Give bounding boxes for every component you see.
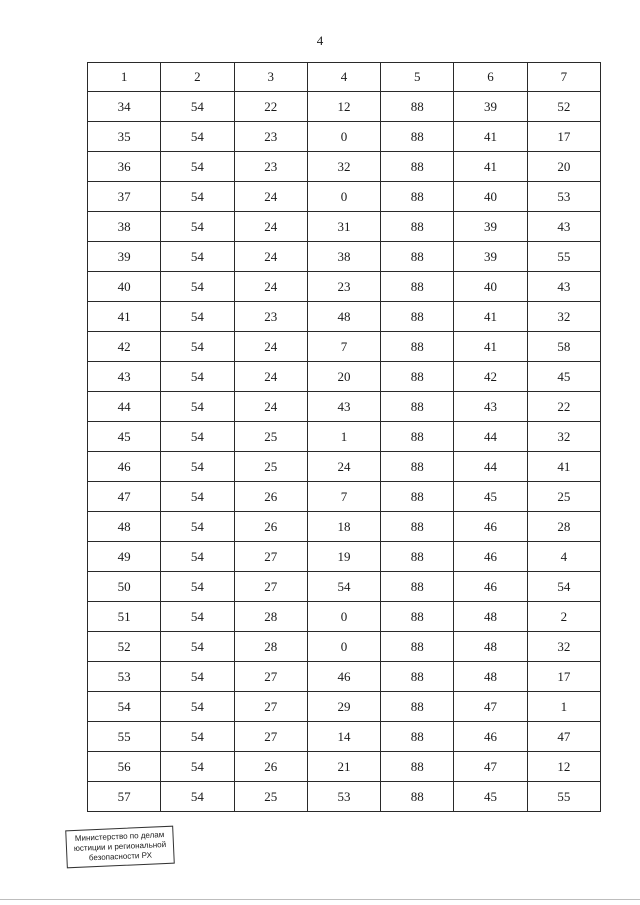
- table-cell: 23: [234, 152, 307, 182]
- table-cell: 45: [454, 482, 527, 512]
- table-cell: 1: [527, 692, 600, 722]
- table-cell: 54: [161, 182, 234, 212]
- table-cell: 54: [161, 362, 234, 392]
- table-cell: 88: [381, 152, 454, 182]
- table-row: [88, 662, 601, 692]
- table-cell: 24: [234, 392, 307, 422]
- table-cell: 7: [307, 332, 380, 362]
- column-header: 5: [381, 63, 454, 92]
- table-cell: 24: [307, 452, 380, 482]
- table-cell: 88: [381, 212, 454, 242]
- stamp-line: юстиции и региональной: [73, 839, 167, 854]
- table-cell: 32: [307, 152, 380, 182]
- table-cell: 25: [234, 782, 307, 812]
- table-cell: 44: [88, 392, 161, 422]
- table-cell: 55: [88, 722, 161, 752]
- table-cell: 47: [454, 752, 527, 782]
- table-cell: 54: [161, 482, 234, 512]
- table-cell: 56: [88, 752, 161, 782]
- table-cell: 44: [454, 452, 527, 482]
- table-cell: 54: [161, 752, 234, 782]
- column-header: 7: [527, 63, 600, 92]
- table-cell: 24: [234, 332, 307, 362]
- table-cell: 32: [527, 302, 600, 332]
- table-row: [88, 152, 601, 182]
- table-cell: 88: [381, 422, 454, 452]
- table-cell: 48: [88, 512, 161, 542]
- table-cell: 54: [161, 122, 234, 152]
- table-cell: 49: [88, 542, 161, 572]
- table-cell: 0: [307, 602, 380, 632]
- table-cell: 54: [161, 152, 234, 182]
- table-cell: 54: [161, 722, 234, 752]
- table-cell: 0: [307, 632, 380, 662]
- table-cell: 27: [234, 542, 307, 572]
- table-cell: 40: [454, 182, 527, 212]
- table-cell: 54: [88, 692, 161, 722]
- table-row: [88, 482, 601, 512]
- table-cell: 88: [381, 782, 454, 812]
- table-cell: 88: [381, 482, 454, 512]
- stamp-line: безопасности РХ: [88, 850, 153, 863]
- table-cell: 42: [454, 362, 527, 392]
- table-cell: 24: [234, 212, 307, 242]
- table-cell: 17: [527, 122, 600, 152]
- table-cell: 88: [381, 662, 454, 692]
- table-cell: 20: [527, 152, 600, 182]
- page-number: 4: [316, 33, 324, 48]
- table-cell: 25: [527, 482, 600, 512]
- table-row: [88, 182, 601, 212]
- table-row: [88, 212, 601, 242]
- column-header: 1: [88, 63, 161, 92]
- table-cell: 40: [454, 272, 527, 302]
- table-cell: 23: [234, 302, 307, 332]
- table-cell: 54: [161, 782, 234, 812]
- table-cell: 45: [88, 422, 161, 452]
- table-cell: 47: [88, 482, 161, 512]
- table-cell: 46: [454, 512, 527, 542]
- table-cell: 27: [234, 572, 307, 602]
- table-cell: 27: [234, 662, 307, 692]
- table-row: [88, 392, 601, 422]
- table-cell: 38: [88, 212, 161, 242]
- table-cell: 88: [381, 692, 454, 722]
- table-cell: 54: [527, 572, 600, 602]
- table-row: [88, 752, 601, 782]
- table-cell: 32: [527, 632, 600, 662]
- table-cell: 46: [454, 572, 527, 602]
- table-cell: 19: [307, 542, 380, 572]
- table-row: [88, 722, 601, 752]
- table-cell: 47: [454, 692, 527, 722]
- table-cell: 57: [88, 782, 161, 812]
- table-cell: 43: [527, 212, 600, 242]
- table-cell: 54: [161, 242, 234, 272]
- table-row: [88, 92, 601, 122]
- table-cell: 2: [527, 602, 600, 632]
- table-cell: 4: [527, 542, 600, 572]
- table-cell: 54: [161, 392, 234, 422]
- table-cell: 46: [307, 662, 380, 692]
- column-header: 2: [161, 63, 234, 92]
- table-cell: 54: [161, 632, 234, 662]
- table-cell: 24: [234, 242, 307, 272]
- table-cell: 50: [88, 572, 161, 602]
- table-cell: 54: [161, 92, 234, 122]
- table-cell: 88: [381, 92, 454, 122]
- table-row: [88, 632, 601, 662]
- table-cell: 28: [234, 632, 307, 662]
- table-row: [88, 272, 601, 302]
- table-cell: 54: [307, 572, 380, 602]
- table-cell: 48: [454, 632, 527, 662]
- table-row: [88, 602, 601, 632]
- table-cell: 54: [161, 512, 234, 542]
- table-cell: 41: [454, 332, 527, 362]
- table-cell: 53: [88, 662, 161, 692]
- table-cell: 53: [307, 782, 380, 812]
- column-header: 4: [307, 63, 380, 92]
- table-row: [88, 572, 601, 602]
- table-cell: 27: [234, 722, 307, 752]
- table-cell: 54: [161, 422, 234, 452]
- table-cell: 54: [161, 572, 234, 602]
- table-row: [88, 332, 601, 362]
- table-cell: 24: [234, 272, 307, 302]
- table-row: [88, 452, 601, 482]
- table-cell: 51: [88, 602, 161, 632]
- table-cell: 47: [527, 722, 600, 752]
- table-cell: 88: [381, 122, 454, 152]
- table-cell: 54: [161, 542, 234, 572]
- table-cell: 39: [88, 242, 161, 272]
- table-cell: 88: [381, 332, 454, 362]
- table-cell: 48: [307, 302, 380, 332]
- table-cell: 39: [454, 92, 527, 122]
- table-cell: 7: [307, 482, 380, 512]
- table-cell: 43: [307, 392, 380, 422]
- table-row: [88, 122, 601, 152]
- table-cell: 88: [381, 542, 454, 572]
- table-cell: 25: [234, 422, 307, 452]
- table-cell: 23: [307, 272, 380, 302]
- table-cell: 21: [307, 752, 380, 782]
- table-cell: 0: [307, 182, 380, 212]
- table-cell: 54: [161, 272, 234, 302]
- table-cell: 40: [88, 272, 161, 302]
- table-cell: 41: [454, 122, 527, 152]
- table-cell: 44: [454, 422, 527, 452]
- table-cell: 54: [161, 692, 234, 722]
- table-cell: 25: [234, 452, 307, 482]
- table-cell: 39: [454, 242, 527, 272]
- table-cell: 88: [381, 602, 454, 632]
- table-cell: 88: [381, 392, 454, 422]
- table-cell: 54: [161, 602, 234, 632]
- table-body: [88, 92, 601, 812]
- table-cell: 43: [88, 362, 161, 392]
- page-bottom-rule: [0, 899, 640, 900]
- table-cell: 28: [234, 602, 307, 632]
- table-cell: 24: [234, 182, 307, 212]
- table-cell: 28: [527, 512, 600, 542]
- table-cell: 39: [454, 212, 527, 242]
- table-cell: 46: [454, 542, 527, 572]
- table-cell: 31: [307, 212, 380, 242]
- table-cell: 88: [381, 242, 454, 272]
- table-row: [88, 782, 601, 812]
- table-cell: 52: [88, 632, 161, 662]
- table-cell: 88: [381, 632, 454, 662]
- table-cell: 41: [454, 302, 527, 332]
- table-cell: 36: [88, 152, 161, 182]
- stamp-line: Министерство по делам: [74, 830, 165, 843]
- table-cell: 88: [381, 362, 454, 392]
- table-cell: 34: [88, 92, 161, 122]
- table-cell: 41: [527, 452, 600, 482]
- table-cell: 12: [527, 752, 600, 782]
- table-cell: 54: [161, 302, 234, 332]
- table-cell: 46: [88, 452, 161, 482]
- table-cell: 88: [381, 572, 454, 602]
- table-cell: 12: [307, 92, 380, 122]
- table-cell: 38: [307, 242, 380, 272]
- ministry-stamp: [65, 826, 175, 869]
- table-cell: 48: [454, 662, 527, 692]
- table-row: [88, 422, 601, 452]
- table-cell: 43: [527, 272, 600, 302]
- table-cell: 42: [88, 332, 161, 362]
- table-cell: 43: [454, 392, 527, 422]
- table-cell: 88: [381, 302, 454, 332]
- table-cell: 29: [307, 692, 380, 722]
- table-cell: 54: [161, 332, 234, 362]
- table-cell: 26: [234, 512, 307, 542]
- table-cell: 26: [234, 752, 307, 782]
- coordinates-table: [87, 62, 601, 812]
- table-cell: 54: [161, 662, 234, 692]
- table-cell: 88: [381, 512, 454, 542]
- column-header: 3: [234, 63, 307, 92]
- table-cell: 32: [527, 422, 600, 452]
- table-cell: 52: [527, 92, 600, 122]
- table-cell: 27: [234, 692, 307, 722]
- table-cell: 18: [307, 512, 380, 542]
- table-cell: 58: [527, 332, 600, 362]
- table-row: [88, 692, 601, 722]
- table-cell: 0: [307, 122, 380, 152]
- table-cell: 22: [234, 92, 307, 122]
- table-cell: 54: [161, 452, 234, 482]
- table-cell: 37: [88, 182, 161, 212]
- table-cell: 26: [234, 482, 307, 512]
- table-cell: 41: [88, 302, 161, 332]
- column-header: 6: [454, 63, 527, 92]
- table-row: [88, 242, 601, 272]
- table-cell: 41: [454, 152, 527, 182]
- table-cell: 88: [381, 452, 454, 482]
- table-cell: 88: [381, 722, 454, 752]
- table-cell: 88: [381, 182, 454, 212]
- table-cell: 20: [307, 362, 380, 392]
- table-cell: 55: [527, 242, 600, 272]
- table-cell: 35: [88, 122, 161, 152]
- table-cell: 1: [307, 422, 380, 452]
- table-cell: 48: [454, 602, 527, 632]
- table-cell: 46: [454, 722, 527, 752]
- table-cell: 88: [381, 272, 454, 302]
- table-cell: 22: [527, 392, 600, 422]
- table-row: [88, 362, 601, 392]
- table-row: [88, 542, 601, 572]
- table-cell: 23: [234, 122, 307, 152]
- table-cell: 24: [234, 362, 307, 392]
- table-cell: 45: [454, 782, 527, 812]
- table-cell: 45: [527, 362, 600, 392]
- table-row: [88, 512, 601, 542]
- table-cell: 14: [307, 722, 380, 752]
- table-header-row: [88, 63, 601, 92]
- table-cell: 54: [161, 212, 234, 242]
- table-row: [88, 302, 601, 332]
- table-cell: 88: [381, 752, 454, 782]
- table-cell: 55: [527, 782, 600, 812]
- table-cell: 17: [527, 662, 600, 692]
- table-cell: 53: [527, 182, 600, 212]
